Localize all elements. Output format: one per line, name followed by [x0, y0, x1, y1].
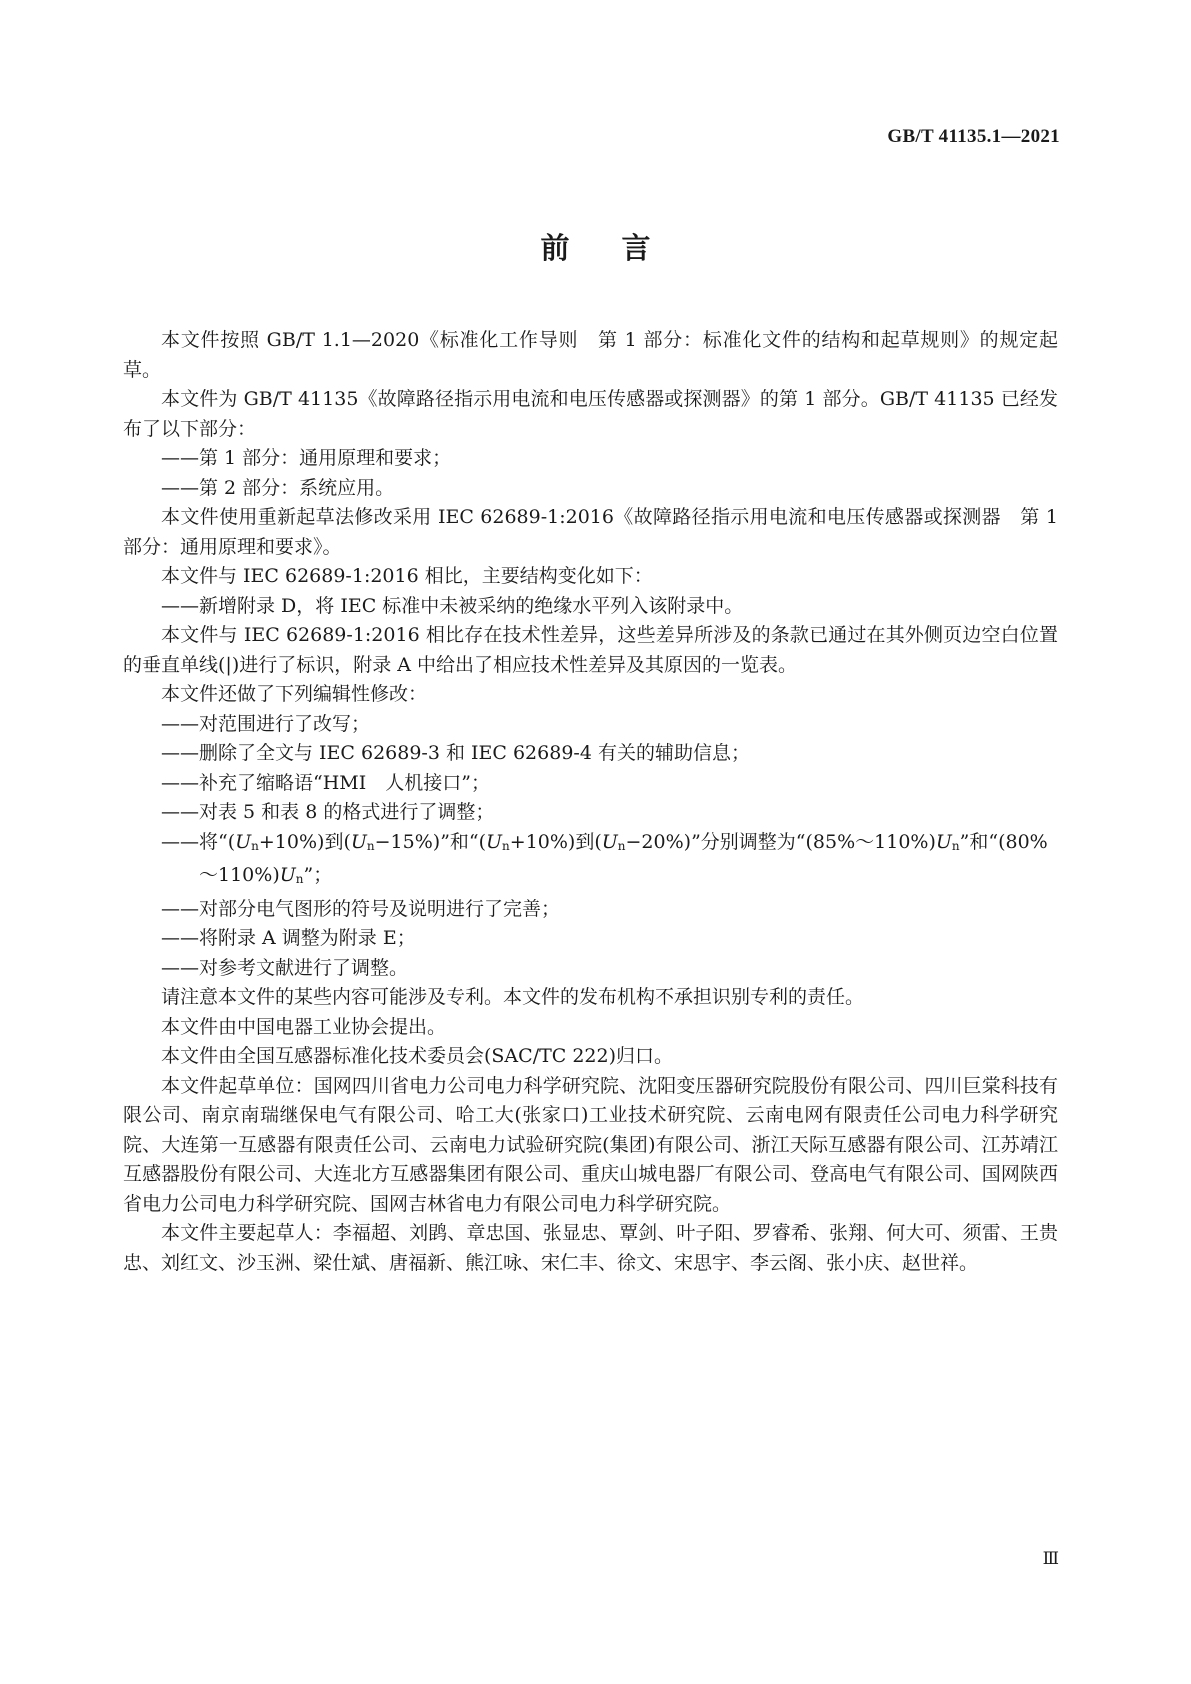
symbol-u: U — [601, 830, 618, 853]
symbol-u: U — [235, 830, 252, 853]
paragraph-parts-intro: 本文件为 GB/T 41135《故障路径指示用电流和电压传感器或探测器》的第 1 部分。GB/T 41135 已经发布了以下部分： — [123, 388, 1058, 440]
standard-code: GB/T 41135.1—2021 — [887, 126, 1060, 147]
symbol-u: U — [486, 830, 503, 853]
paragraph-committee: 本文件由全国互感器标准化技术委员会(SAC/TC 222)归口。 — [161, 1045, 674, 1067]
text-segment: ”和“(80%～110%) — [199, 830, 1048, 886]
list-item-edit-annex-e: ——将附录 A 调整为附录 E； — [161, 927, 416, 949]
list-item-edit-scope: ——对范围进行了改写； — [161, 712, 371, 735]
symbol-subscript-n: n — [617, 838, 626, 853]
paragraph-structure-changes: 本文件与 IEC 62689-1:2016 相比，主要结构变化如下： — [161, 565, 653, 587]
paragraph-adoption: 本文件使用重新起草法修改采用 IEC 62689-1:2016《故障路径指示用电流和电压传感器或探测器 第 1 部分：通用原理和要求》。 — [123, 506, 1058, 558]
paragraph-technical-differences: 本文件与 IEC 62689-1:2016 相比存在技术性差异，这些差异所涉及的条款已通过在其外侧页边空白位置的垂直单线(|)进行了标识，附录 A 中给出了相应技术性差异及其原因的一览表。 — [123, 624, 1058, 676]
list-item-annex-d: ——新增附录 D，将 IEC 标准中未被采纳的绝缘水平列入该附录中。 — [161, 594, 744, 617]
list-item-edit-abbreviation: ——补充了缩略语“HMI 人机接口”； — [161, 771, 490, 794]
symbol-subscript-n: n — [366, 838, 375, 853]
text-segment: +10%)到( — [258, 830, 351, 853]
paragraph-editorial-intro: 本文件还做了下列编辑性修改： — [161, 683, 428, 705]
text-segment: ——将“( — [161, 830, 236, 853]
symbol-subscript-n: n — [502, 838, 510, 853]
symbol-subscript-n: n — [295, 872, 304, 886]
paragraph-drafting-units: 本文件起草单位：国网四川省电力公司电力科学研究院、沈阳变压器研究院股份有限公司、四川巨棠科技有限公司、南京南瑞继保电气有限公司、哈工大(张家口)工业技术研究院、云南电网有限责任公司电力科学研究院、大连第一互感器有限责任公司、云南电力试验研究院(集团)有限公司、浙江天际互感器有限公司、江苏靖江互感器股份有限公司、大连北方互感器集团有限公司、重庆山城电器厂有限公司、登高电气有限公司、国网陕西省电力公司电力科学研究院、国网吉林省电力有限公司电力科学研究院。 — [123, 1074, 1058, 1215]
symbol-subscript-n: n — [951, 838, 960, 853]
paragraph-drafters: 本文件主要起草人：李福超、刘鹍、章忠国、张显忠、覃剑、叶子阳、罗睿希、张翔、何大可、须雷、王贵忠、刘红文、沙玉洲、梁仕斌、唐福新、熊江咏、宋仁丰、徐文、宋思宇、李云阁、张小庆、赵世祥。 — [123, 1222, 1058, 1274]
symbol-u: U — [935, 830, 952, 853]
list-item-edit-voltage-ranges — [123, 828, 1058, 895]
list-item-edit-tables: ——对表 5 和表 8 的格式进行了调整； — [161, 801, 495, 823]
foreword-body — [123, 326, 1058, 1278]
page-number: Ⅲ — [1042, 1549, 1059, 1568]
page-title: 前言 — [540, 231, 703, 265]
text-segment: −20%)”分别调整为“(85%～110%) — [625, 830, 936, 853]
list-item-edit-symbols: ——对部分电气图形的符号及说明进行了完善； — [161, 897, 561, 920]
paragraph-drafting-rules: 本文件按照 GB/T 1.1—2020《标准化工作导则 第 1 部分：标准化文件的结构和起草规则》的规定起草。 — [123, 329, 1058, 381]
symbol-u: U — [279, 864, 296, 886]
list-item-edit-remove-info: ——删除了全文与 IEC 62689-3 和 IEC 62689-4 有关的辅助信息； — [161, 742, 750, 764]
list-item-part1: ——第 1 部分：通用原理和要求； — [161, 447, 452, 469]
text-segment: +10%)到( — [509, 830, 602, 853]
paragraph-proposer: 本文件由中国电器工业协会提出。 — [161, 1015, 447, 1038]
list-item-part2: ——第 2 部分：系统应用。 — [161, 476, 395, 499]
list-item-edit-bibliography: ——对参考文献进行了调整。 — [161, 956, 409, 979]
text-segment: −15%)”和“( — [374, 830, 487, 853]
text-segment: ”； — [303, 864, 333, 886]
symbol-subscript-n: n — [251, 838, 259, 853]
symbol-u: U — [350, 830, 367, 853]
paragraph-patent-notice: 请注意本文件的某些内容可能涉及专利。本文件的发布机构不承担识别专利的责任。 — [161, 986, 865, 1008]
